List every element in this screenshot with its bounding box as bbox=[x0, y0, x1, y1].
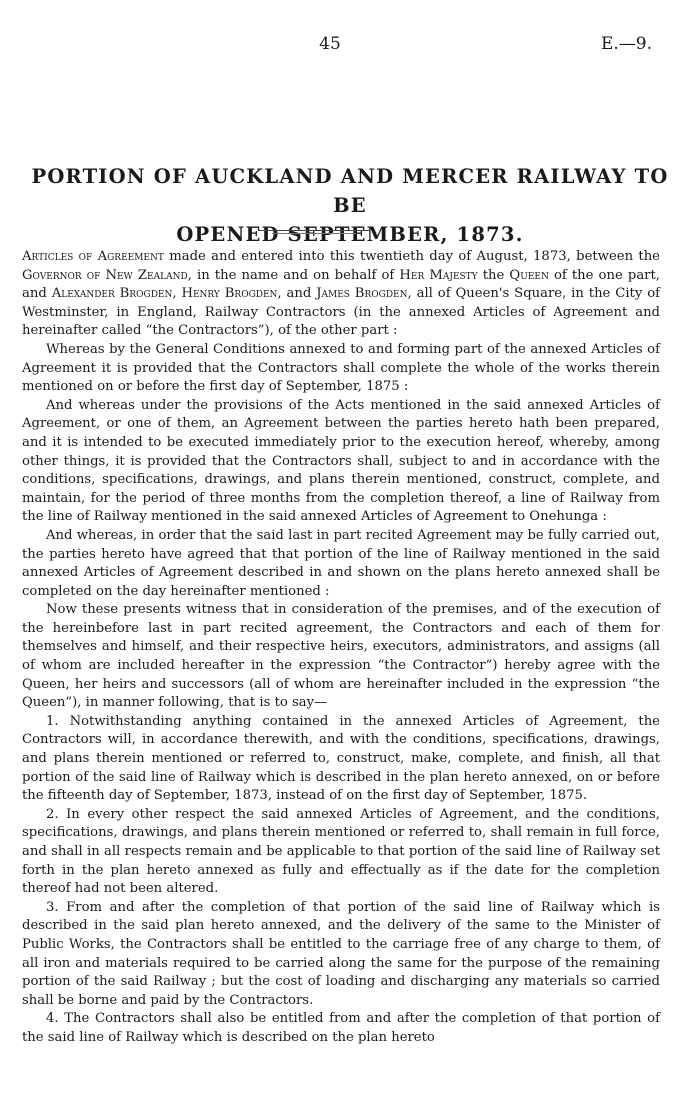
contractor-henry: Henry Brogden bbox=[181, 286, 278, 302]
clause-2: 2. In every other respect the said annexed Articles of Agreement, and the conditions, specifications, drawings, and plans therein mentioned or referred to, shall remain in full force, and shall in all respects remain and be applicable to that portion of the said line of Railway set forth in the plan hereto annexed as fully and effectually as if the date for the completion thereof had not been altered. bbox=[22, 806, 660, 897]
governor-name: Governor of New Zealand bbox=[22, 267, 188, 283]
queen: Queen bbox=[509, 267, 549, 283]
contractor-alexander: Alexander Brogden bbox=[51, 286, 173, 302]
title-divider bbox=[258, 230, 370, 231]
clause-4: 4. The Contractors shall also be entitled from and after the completion of that portion of the said line of Railway which is described on the plan hereto bbox=[22, 1011, 660, 1045]
title-divider-secondary bbox=[272, 233, 356, 234]
document-reference: E.—9. bbox=[600, 34, 652, 54]
whereas-paragraph-3: And whereas, in order that the said last in part recited Agreement may be fully carried out, the parties hereto have agreed that that portion of the line of Railway mentioned in the said annexed Articles of Agreement described in and shown on the plans hereto annexed shall be completed on the day hereinafter mentioned : bbox=[22, 527, 660, 599]
clause-3: 3. From and after the completion of that portion of the said line of Railway which is described in the said plan hereto annexed, and the delivery of the same to the Minister of Public Works, the Contractors shall be entitled to the carriage free of any charge to them, of all iron and materials required to be carried along the same for the purpose of the remaining portion of the said Railway ; but the cost of loading and discharging any materials so carried shall be borne and paid by the Contractors. bbox=[22, 899, 660, 1008]
agreement-body bbox=[22, 248, 660, 1048]
page-number: 45 bbox=[319, 34, 341, 54]
whereas-paragraph-1: Whereas by the General Conditions annexed to and forming part of the annexed Articles of Agreement it is provided that the Contractors shall complete the whole of the works therein mentioned on or before the first day of September, 1875 : bbox=[22, 341, 660, 395]
contractor-james: James Brogden bbox=[316, 286, 408, 302]
clause-1: 1. Notwithstanding anything contained in the annexed Articles of Agreement, the Contractors will, in accordance therewith, and with the conditions, specifications, drawings, and plans therein mentioned or referred to, construct, make, complete, and finish, all that portion of the said line of Railway which is described in the plan hereto annexed, on or before the fifteenth day of September, 1873, instead of on the first day of September, 1875. bbox=[22, 713, 660, 804]
whereas-paragraph-2: And whereas under the provisions of the Acts mentioned in the said annexed Articles of Agreement, or one of them, an Agreement between the parties hereto hath been prepared, and it is intended to be executed immediately prior to the execution hereof, whereby, among other things, it is provided that the Contractors shall, subject to and in accordance with the conditions, specifications, drawings, and plans therein mentioned, construct, complete, and maintain, for the period of three months from the completion thereof, a line of Railway from the line of Railway mentioned in the said annexed Articles of Agreement to Onehunga : bbox=[22, 397, 660, 525]
document-title bbox=[20, 162, 680, 249]
title-line-2: OPENED SEPTEMBER, 1873. bbox=[176, 223, 524, 246]
title-line-1: PORTION OF AUCKLAND AND MERCER RAILWAY TO BE bbox=[31, 165, 669, 217]
articles-lead: Articles of Agreement bbox=[22, 249, 164, 264]
her-majesty: Her Majesty bbox=[399, 267, 478, 283]
witness-paragraph: Now these presents witness that in consideration of the premises, and of the execution of the hereinbefore last in part recited agreement, the Contractors and each of them for themselves and himself, and their respective heirs, executors, administrators, and assigns (all of whom are included hereafter in the expression “the Contractor”) hereby agree with the Queen, her heirs and successors (all of whom are hereinafter included in the expression “the Queen”), in manner following, that is to say— bbox=[22, 602, 660, 711]
opening-paragraph: Articles of Agreement made and entered into this twentieth day of August, 1873, between the Governor of New Zealand, in the name and on behalf of Her Majesty the Queen of the one part, and Alexander Brogden, Henry Brogden, and James Brogden, all of Queen's Square, in the City of Westminster, in England, Railway Contractors (in the annexed Articles of Agreement and hereinafter called “the Contractors”), of the other part : bbox=[22, 249, 661, 339]
